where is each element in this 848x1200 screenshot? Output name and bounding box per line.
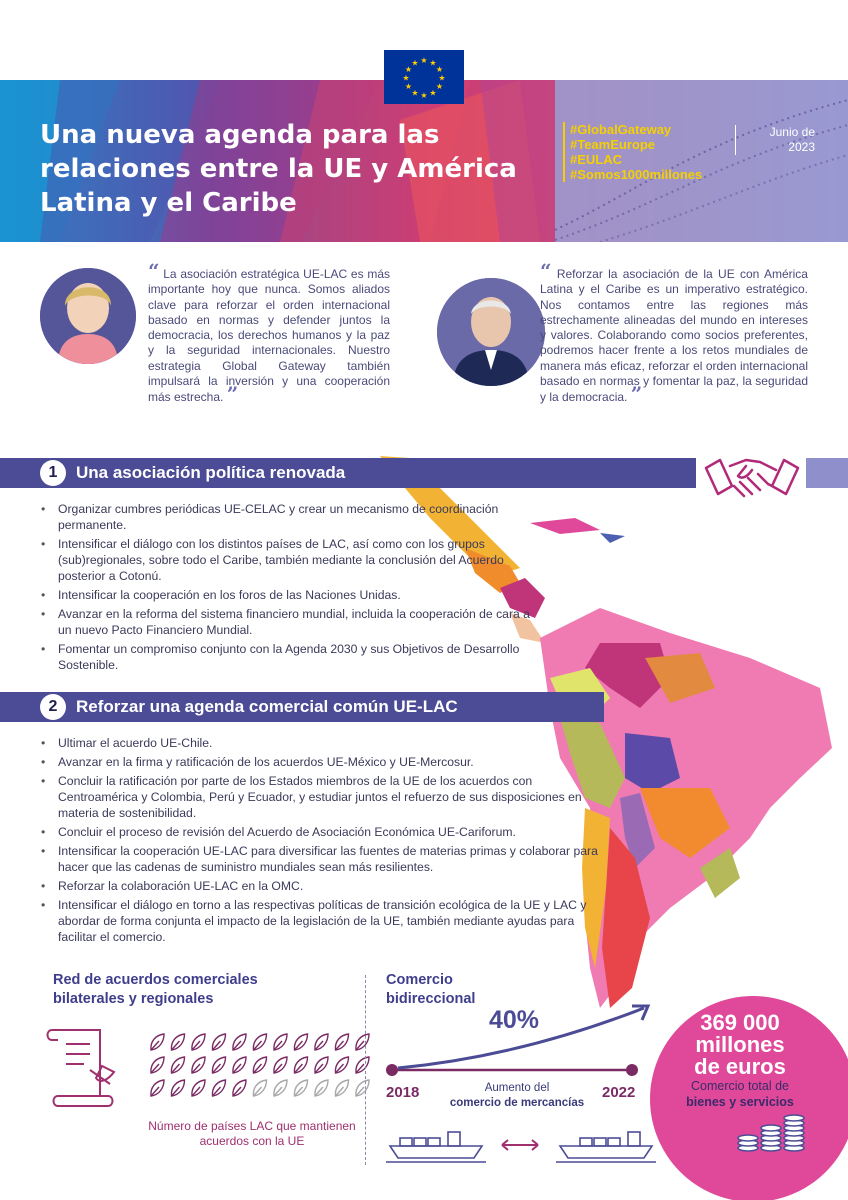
scroll-document-icon (44, 1026, 134, 1108)
svg-text:★: ★ (429, 58, 437, 68)
leaf-icon-filled (335, 1057, 348, 1073)
total-trade-amount (662, 1012, 818, 1078)
svg-text:★: ★ (420, 56, 428, 65)
total-caption-line-1: Comercio total de (691, 1079, 789, 1093)
section-1-list (40, 501, 540, 676)
list-item: • Intensificar el diálogo en torno a las respectivas políticas de transición ecológica de la UE y LAC y abordar de forma conjunta el impacto de la legislación de la UE, también mediante ayudas para facilitar el comercio. (40, 897, 600, 945)
hashtag[interactable]: #GlobalGateway (570, 122, 672, 137)
bidirectional-arrow-icon (496, 1138, 544, 1152)
quote-2 (540, 259, 808, 407)
svg-text:★: ★ (429, 88, 437, 98)
leaf-icon-empty (356, 1080, 369, 1096)
leaf-icon-filled (253, 1034, 266, 1050)
leaf-icon-filled (294, 1057, 307, 1073)
leaf-icon-filled (212, 1080, 225, 1096)
amount-line-3: de euros (694, 1054, 786, 1079)
leaf-icon-filled (356, 1057, 369, 1073)
leaf-icon-filled (171, 1057, 184, 1073)
agreements-heading: Red de acuerdos comerciales bilaterales y regionales (53, 972, 258, 1007)
svg-text:★: ★ (411, 58, 419, 68)
handshake-icon (702, 446, 802, 510)
list-item: • Organizar cumbres periódicas UE-CELAC y crear un mecanismo de coordinación permanente. (40, 501, 540, 533)
leaf-icon-filled (171, 1080, 184, 1096)
divider (365, 975, 366, 1165)
close-quote-icon: ” (630, 382, 643, 407)
list-item: • Intensificar la cooperación UE-LAC para diversificar las fuentes de materias primas y colaborar para hacer que las cadenas de suministro mundiales sean más resilientes. (40, 843, 600, 875)
leaf-icon-filled (233, 1057, 246, 1073)
leaf-icon-filled (192, 1080, 205, 1096)
section-1-title: Una asociación política renovada (76, 463, 346, 482)
publication-date: Junio de 2023 (735, 125, 815, 155)
trade-heading: Comercio bidireccional (386, 972, 476, 1007)
leaf-icon-filled (253, 1057, 266, 1073)
section-1-header-accent (806, 458, 848, 488)
open-quote-icon: “ (148, 259, 160, 283)
section-2-list (40, 735, 600, 948)
leaf-icon-empty (315, 1080, 328, 1096)
quote-1 (148, 259, 390, 407)
leaf-icon-filled (274, 1034, 287, 1050)
section-2-number: 2 (40, 694, 66, 720)
list-item: • Ultimar el acuerdo UE-Chile. (40, 735, 600, 751)
leaf-icon-filled (192, 1034, 205, 1050)
eu-flag-icon (384, 50, 464, 104)
hashtag[interactable]: #EULAC (570, 152, 623, 167)
agreements-caption: Número de países LAC que mantienen acuerdos con la UE (148, 1119, 356, 1148)
svg-text:★: ★ (435, 82, 444, 91)
page-title: Una nueva agenda para las relaciones entre la UE y América Latina y el Caribe (40, 120, 517, 218)
agreements-leaf-grid (146, 1030, 376, 1100)
list-item: • Fomentar un compromiso conjunto con la Agenda 2030 y sus Objetivos de Desarrollo Sostenible. (40, 641, 540, 673)
section-1-number: 1 (40, 460, 66, 486)
svg-text:★: ★ (420, 91, 428, 100)
close-quote-icon: ” (226, 382, 239, 407)
leaf-icon-empty (274, 1080, 287, 1096)
leaf-icon-filled (233, 1034, 246, 1050)
coin-stack-icon (734, 1104, 808, 1152)
leaf-icon-empty (294, 1080, 307, 1096)
leaf-icon-filled (171, 1034, 184, 1050)
avatar (40, 268, 136, 364)
trade-caption (442, 1081, 592, 1111)
leaf-icon-filled (356, 1034, 369, 1050)
trade-growth-arrow (382, 1000, 662, 1084)
svg-text:★: ★ (411, 88, 419, 98)
cargo-ship-icon (386, 1128, 486, 1164)
list-item: • Concluir el proceso de revisión del Acuerdo de Asociación Económica UE-Cariforum. (40, 824, 600, 840)
leaf-icon-filled (294, 1034, 307, 1050)
trade-caption-line-1: Aumento del (484, 1082, 550, 1094)
total-caption-line-2: bienes y servicios (686, 1095, 794, 1109)
trade-percent: 40% (489, 1006, 540, 1034)
amount-line-1: 369 000 (700, 1010, 780, 1035)
leaf-icon-filled (151, 1034, 164, 1050)
year-start: 2018 (386, 1084, 420, 1101)
leaf-icon-filled (212, 1057, 225, 1073)
year-end: 2022 (602, 1084, 636, 1101)
svg-text:★: ★ (438, 73, 446, 83)
list-item: • Reforzar la colaboración UE-LAC en la OMC. (40, 878, 600, 894)
leaf-icon-filled (335, 1034, 348, 1050)
trade-caption-line-2: comercio de mercancías (449, 1097, 585, 1109)
leaf-icon-filled (151, 1080, 164, 1096)
leaf-icon-filled (212, 1034, 225, 1050)
leaf-icon-empty (253, 1080, 266, 1096)
hashtag-list (563, 122, 702, 182)
leaf-icon-empty (335, 1080, 348, 1096)
list-item: • Avanzar en la firma y ratificación de los acuerdos UE-México y UE-Mercosur. (40, 754, 600, 770)
amount-line-2: millones (695, 1032, 785, 1057)
list-item: • Intensificar la cooperación en los foros de las Naciones Unidas. (40, 587, 540, 603)
svg-text:★: ★ (404, 65, 413, 74)
leaf-icon-filled (274, 1057, 287, 1073)
list-item: • Concluir la ratificación por parte de los Estados miembros de la UE de los acuerdos con Centroamérica y Colombia, Perú y Ecuador, y estudiar juntos el refuerzo de sus disposiciones en materia de sostenibilidad. (40, 773, 600, 821)
hashtag[interactable]: #TeamEurope (570, 137, 656, 152)
leaf-icon-filled (315, 1034, 328, 1050)
leaf-icon-filled (192, 1057, 205, 1073)
quote-text: Reforzar la asociación de la UE con América Latina y el Caribe es un imperativo estratégico. Nos contamos entre las regiones más estrechamente alineadas del mundo en intereses y valores. Colaborando como socios preferentes, podremos hacer frente a los retos mundiales de manera más eficaz, reforzar el orden internacional basado en normas y fomentar la paz, la seguridad y la democracia. (540, 267, 808, 405)
svg-text:★: ★ (402, 73, 410, 83)
hashtag[interactable]: #Somos1000millones (570, 167, 703, 182)
leaf-icon-filled (315, 1057, 328, 1073)
avatar (437, 278, 545, 386)
section-2-title: Reforzar una agenda comercial común UE-LAC (76, 697, 458, 716)
cargo-ship-icon (556, 1128, 656, 1164)
leaf-icon-filled (151, 1057, 164, 1073)
list-item: • Avanzar en la reforma del sistema financiero mundial, incluida la cooperación de cara a un nuevo Pacto Financiero Mundial. (40, 606, 540, 638)
svg-text:★: ★ (435, 65, 444, 74)
list-item: • Intensificar el diálogo con los distintos países de LAC, así como con los grupos (sub)regionales, sobre todo el Caribe, también mediante la conclusión del Acuerdo posterior a Cotonú. (40, 536, 540, 584)
leaf-icon-filled (233, 1080, 246, 1096)
svg-text:★: ★ (404, 82, 413, 91)
quote-text: La asociación estratégica UE-LAC es más importante hoy que nunca. Somos aliados clave para reforzar el orden internacional basado en normas y defender juntos la democracia, los derechos humanos y la paz y la seguridad internacionales. Nuestro estrategia Global Gateway también impulsará la inversión y una cooperación más estrecha. (148, 267, 390, 405)
open-quote-icon: “ (540, 259, 552, 283)
